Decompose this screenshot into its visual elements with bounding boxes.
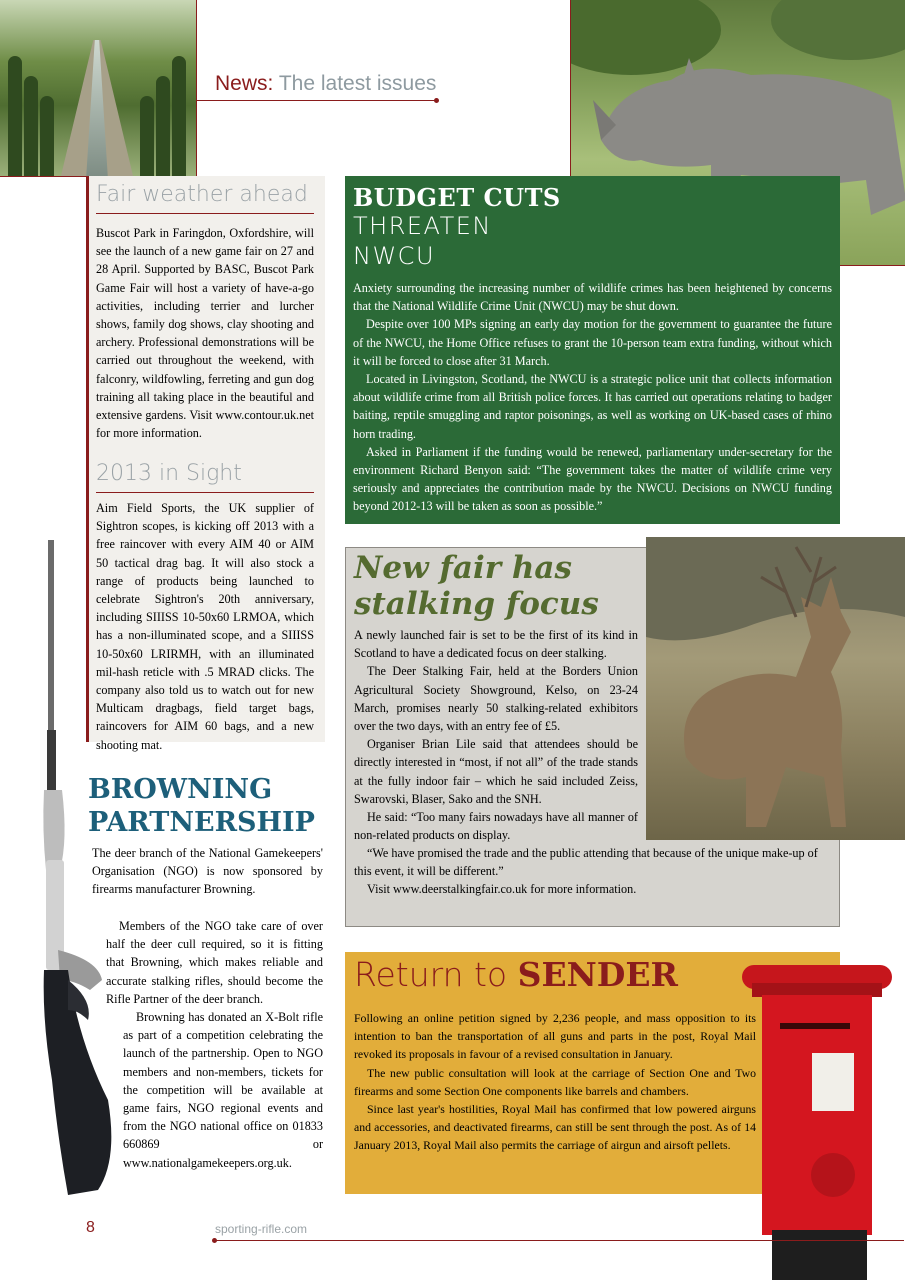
stalking-body-narrow [354,626,638,844]
stalking-body-wide [354,844,834,899]
sender-title-bold: SENDER [517,955,678,994]
browning-title [88,773,315,839]
footer-site[interactable]: sporting-rifle.com [215,1222,308,1236]
fair-weather-body [96,224,314,442]
stalking-paragraph: Visit www.deerstalkingfair.co.uk for more information. [367,882,637,897]
sender-title [354,955,678,994]
stalking-title-line2: stalking focus [354,586,599,622]
sender-paragraph: The new public consultation will look at the carriage of Section One and Two firearms and some Section One components like barrels and chambers. [354,1065,756,1098]
stalking-paragraph: Organiser Brian Lile said that attendees should be directly interested in “most, if not all” of the trade stands at the fully indoor fair – which he said included Zeiss, Swarovski, Blaser, Sako and the SNH. [354,737,638,806]
budget-paragraph: Despite over 100 MPs signing an early day motion for the government to guarantee the future of the NWCU, the Home Office refuses to grant the 10-person team extra funding, without which it will be forced to close after 31 March. [353,317,832,368]
browning-paragraph: The deer branch of the National Gamekeepers' Organisation (NGO) is now sponsored by firearms manufacturer Browning. [92,846,323,897]
fair-weather-heading: Fair weather ahead [96,182,308,207]
budget-title-line3: NWCU [353,242,436,270]
section-header [215,72,436,96]
fair-weather-paragraph: Buscot Park in Faringdon, Oxfordshire, will see the launch of a new game fair on 27 and 28 April. Supported by BASC, Buscot Park Game Fair will host a variety of have-a-go activities, including terrier and lurcher shows, family dog shows, clay shooting and archery. Professional demonstrations will be carried out throughout the weekend, with falconry, wildfowling, ferreting and gun dog training all taking place in the beautiful and extensive gardens. Visit www.contour.uk.net for more information. [96,226,314,441]
stalking-paragraph: He said: “Too many fairs nowadays have all manner of non-related products on display. [354,810,638,843]
browning-title-line1: BROWNING [88,774,273,805]
sender-paragraph: Following an online petition signed by 2,236 people, and mass opposition to its intention to ban the transportation of all guns and parts in the post, Royal Mail revoked its proposals in favour of a revised consultation in January. [354,1011,756,1062]
header-rule [196,100,438,101]
browning-title-line2: PARTNERSHIP [88,807,315,838]
page-number: 8 [86,1219,95,1236]
footer-rule [214,1240,904,1241]
sender-body [354,1009,756,1155]
browning-body-3 [123,1008,323,1172]
sight-body [96,499,314,754]
stalking-paragraph: A newly launched fair is set to be the first of its kind in Scotland to have a dedicated focus on deer stalking. [354,628,638,661]
fair-weather-rule [96,213,314,214]
budget-paragraph: Located in Livingston, Scotland, the NWCU is a strategic police unit that collects information about wildlife crime from all British police forces. It has carried out operations relating to badger baiting, reptile smuggling and raptor poisonings, as well as working on UK-based cases of rhino horn trading. [353,372,832,441]
garden-photo [0,0,197,177]
sender-title-thin: Return to [354,955,508,994]
section-label: News: [215,72,274,95]
budget-paragraph: Anxiety surrounding the increasing number of wildlife crimes has been heightened by concerns that the National Wildlife Crime Unit (NWCU) may be shut down. [353,281,832,314]
budget-title-bold: BUDGET CUTS [353,183,561,212]
sight-rule [96,492,314,493]
stalking-paragraph: The Deer Stalking Fair, held at the Borders Union Agricultural Society Showground, Kelso, on 23-24 March, promises nearly 50 stalking-related exhibitors over the two days, with an entry fee of £5. [354,664,638,734]
stalking-title [354,550,599,622]
budget-title-line2: THREATEN [353,212,492,240]
stalking-title-line1: New fair has [354,550,572,586]
deer-photo [646,537,905,840]
sight-heading: 2013 in Sight [96,461,242,486]
browning-body-1 [92,844,323,899]
browning-paragraph: Browning has donated an X-Bolt rifle as part of a competition celebrating the launch of the partnership. Open to NGO members and non-members, tickets for the competition will be available at game fairs, NGO regional events and from the NGO national office on 01833 660869 or www.nationalgamekeepers.org.uk. [123,1010,323,1170]
postbox-image [742,965,892,1280]
header-rule-dot [434,98,439,103]
budget-paragraph: Asked in Parliament if the funding would be renewed, parliamentary under-secretary for the environment Richard Benyon said: “The government takes the matter of wildlife crime very seriously and appreciates the contribution made by the NWCU. Decisions on NWCU funding beyond 2012-13 will be taken as soon as possible.” [353,444,832,514]
footer-rule-dot [212,1238,217,1243]
browning-body-2 [106,917,323,1008]
browning-paragraph: Members of the NGO take care of over half the deer cull required, so it is fitting that Browning, which makes reliable and accurate stalking rifles, should become the Rifle Partner of the deer branch. [106,919,323,1006]
sender-paragraph: Since last year's hostilities, Royal Mail has confirmed that low powered airguns and accessories, and deactivated firearms, can still be sent through the post. As of 14 January 2013, Royal Mail also permits the carriage of airgun and airsoft pellets. [354,1102,756,1153]
stalking-paragraph: “We have promised the trade and the public attending that because of the unique make-up of this event, it will be different.” [354,846,818,879]
section-subtitle: The latest issues [278,72,437,95]
budget-body [353,279,832,516]
sight-paragraph: Aim Field Sports, the UK supplier of Sightron scopes, is kicking off 2013 with a free raincover with every AIM 40 or AIM 50 tactical drag bag. It will also stock a range of products being launched to celebrate Sightron's 20th anniversary, including SIIISS 10-50x60 LRMOA, which has a non-illuminated scope, and a SIIISS 10-50x60 LRIRMH, with an illuminated mil-hash reticle with .5 MRAD clicks. The company also told us to watch out for new Multicam dragbags, field target bags, raincovers for AIM 60 bags, and a new shooting mat. [96,501,314,752]
